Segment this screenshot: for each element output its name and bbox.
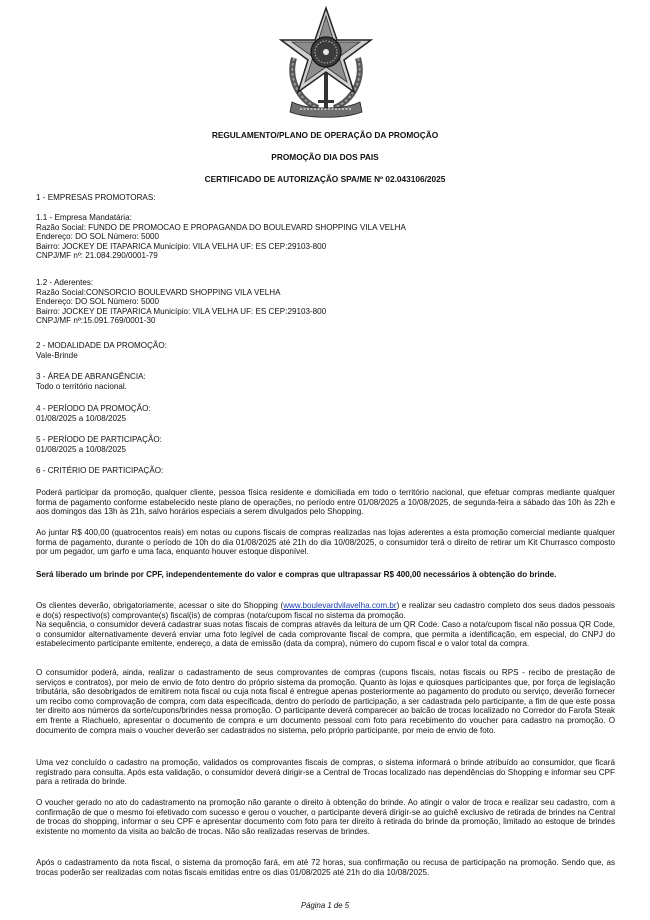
section-1-2 xyxy=(36,278,615,326)
section-3-value: Todo o território nacional. xyxy=(36,381,127,391)
aderente-line: Razão Social:CONSORCIO BOULEVARD SHOPPING VILA VELHA xyxy=(36,287,281,297)
paragraph-one-per-cpf: Será liberado um brinde por CPF, independentemente do valor e compras que ultrapassar R$ 400,00 necessários à obtenção do brinde. xyxy=(36,570,557,579)
section-5-value: 01/08/2025 a 10/08/2025 xyxy=(36,444,127,454)
paragraph-confirmation: Após o cadastramento da nota fiscal, o sistema da promoção fará, em até 72 horas, sua confirmação ou recusa de participação na promoção. Sendo que, as trocas poderão ser realizadas com notas fiscais emitidas entre os dias 01/08/2025 até 21h do dia 10/08/2025. xyxy=(36,858,615,877)
paragraph-receipts: O consumidor poderá, ainda, realizar o cadastramento de seus comprovantes de compras (cupons fiscais, notas fiscais ou RPS - recibo de prestação de serviços e contratos), por meio de envio de foto dentro do próprio sistema da promoção. Quanto às lojas e quiosques participantes que, por força de legislação tributária, são desobrigados de emitirem nota fiscal ou cuja nota fiscal é entregue apenas posteriormente ao pagamento do produto ou serviço, deverão fornecer um recibo como comprovação de compra, com data especificada, dentro do período de participação, a ser cadastrada pelo participante, a fim de que este possa ter direito aos números da sorte/cupons/brindes nessa promoção. O participante deverá comparecer ao balcão de trocas localizado no Corredor do Farofa Steak em frente a Riachuelo, apresentar o documento de compra e um documento pessoal com foto para recebimento do voucher para cadastro na promoção. O documento de compra mais o voucher deverão ser cadastrados no sistema, pelo próprio participante, por meio de envio de foto. xyxy=(36,668,615,735)
mandataria-line: CNPJ/MF nº: 21.084.290/0001-79 xyxy=(36,251,158,261)
certificate-number: CERTIFICADO DE AUTORIZAÇÃO SPA/ME Nº 02.043106/2025 xyxy=(204,174,446,184)
brazil-coat-of-arms-icon xyxy=(274,6,378,118)
section-5 xyxy=(36,435,615,454)
registration-text-after: ) e realizar seu cadastro completo dos seus dados pessoais e do(s) respectivo(s) comprovante(s) fiscal(is) de compras (nota/cupom fiscal no sistema da promoção. xyxy=(36,601,615,620)
paragraph-registration xyxy=(36,601,615,620)
section-1-1-heading: 1.1 - Empresa Mandatária: xyxy=(36,213,132,222)
section-1-heading: 1 - EMPRESAS PROMOTORAS: xyxy=(36,193,156,202)
paragraph-eligibility: Poderá participar da promoção, qualquer cliente, pessoa física residente e domiciliada em todo o território nacional, que efetuar compras mediante qualquer forma de pagamento conforme estabelecido neste plano de operações, no período entre 01/08/2025 a 10/08/2025, de segunda-feira a sábado das 10h às 22h e aos domingos das 13h às 21h, salvo horários especiais a serem divulgados pelo Shopping. xyxy=(36,488,615,517)
section-1-1 xyxy=(36,213,615,261)
section-2 xyxy=(36,341,615,360)
page-number: Página 1 de 5 xyxy=(300,901,350,910)
section-4 xyxy=(36,404,615,423)
section-2-value: Vale-Brinde xyxy=(36,350,78,360)
mandataria-line: Bairro: JOCKEY DE ITAPARICA Município: VILA VELHA UF: ES CEP:29103-800 xyxy=(36,241,327,251)
aderente-line: Bairro: JOCKEY DE ITAPARICA Município: VILA VELHA UF: ES CEP:29103-800 xyxy=(36,306,327,316)
regulation-title: REGULAMENTO/PLANO DE OPERAÇÃO DA PROMOÇÃO xyxy=(211,130,439,140)
registration-text-before: Os clientes deverão, obrigatoriamente, acessar o site do Shopping ( xyxy=(36,601,284,610)
paragraph-qr-code: Na sequência, o consumidor deverá cadastrar suas notas fiscais de compras através da leitura de um QR Code. Caso a nota/cupom fiscal não possua QR Code, o consumidor alternativamente deverá enviar uma foto legível de cada comprovante fiscal de compra, que permita a identificação, em especial, do CNPJ do estabelecimento participante emitente, endereço, a data de emissão (data da compra), número do cupom fiscal e o valor total da compra. xyxy=(36,620,616,649)
aderente-line: CNPJ/MF nº:15.091.769/0001-30 xyxy=(36,316,156,326)
paragraph-voucher: O voucher gerado no ato do cadastramento na promoção não garante o direito à obtenção do brinde. Ao atingir o valor de troca e realizar seu cadastro, com a confirmação de que o mesmo foi efetivado com sucesso e gerou o voucher, o participante deverá dirigir-se ao guichê exclusivo de retirada de brindes na Central de trocas do shopping, informar o seu CPF e apresentar documento com foto para ter direito à retirada do brinde da promoção, limitado ao estoque de brindes existente no momento da visita ao balcão de trocas. Não são realizadas reservas de brindes. xyxy=(36,798,615,836)
paragraph-validation: Uma vez concluído o cadastro na promoção, validados os comprovantes fiscais de compras, o sistema informará o brinde atribuído ao consumidor, que ficará registrado para consulta. Após esta validação, o consumidor deverá dirigir-se a Central de Trocas localizado nas dependências do Shopping e informar seu CPF para a retirada do brinde. xyxy=(36,758,615,787)
section-2-heading: 2 - MODALIDADE DA PROMOÇÃO: xyxy=(36,341,167,350)
paragraph-prize-rule: Ao juntar R$ 400,00 (quatrocentos reais) em notas ou cupons fiscais de compras realizadas nas lojas aderentes a esta promoção comercial mediante qualquer forma de pagamento, durante o período de 10h do dia 01/08/2025 até 21h do dia 10/08/2025, o consumidor terá o direito de retirar um Kit Churrasco composto por um pegador, um garfo e uma faca, enquanto houver estoque disponível. xyxy=(36,528,615,557)
mandataria-line: Endereço: DO SOL Número: 5000 xyxy=(36,232,159,242)
promotion-name: PROMOÇÃO DIA DOS PAIS xyxy=(271,152,379,162)
section-6-heading: 6 - CRITÉRIO DE PARTICIPAÇÃO: xyxy=(36,466,164,475)
section-3 xyxy=(36,372,615,391)
section-4-heading: 4 - PERÍODO DA PROMOÇÃO: xyxy=(36,404,151,413)
mandataria-line: Razão Social: FUNDO DE PROMOCAO E PROPAGANDA DO BOULEVARD SHOPPING VILA VELHA xyxy=(36,222,406,232)
section-4-value: 01/08/2025 a 10/08/2025 xyxy=(36,413,127,423)
aderente-line: Endereço: DO SOL Número: 5000 xyxy=(36,297,159,307)
section-1-2-heading: 1.2 - Aderentes: xyxy=(36,278,94,287)
section-5-heading: 5 - PERÍODO DE PARTICIPAÇÃO: xyxy=(36,435,162,444)
section-3-heading: 3 - ÁREA DE ABRANGÊNCIA: xyxy=(36,372,146,381)
shopping-site-link[interactable]: www.boulevardvilavelha.com.br xyxy=(283,601,397,610)
